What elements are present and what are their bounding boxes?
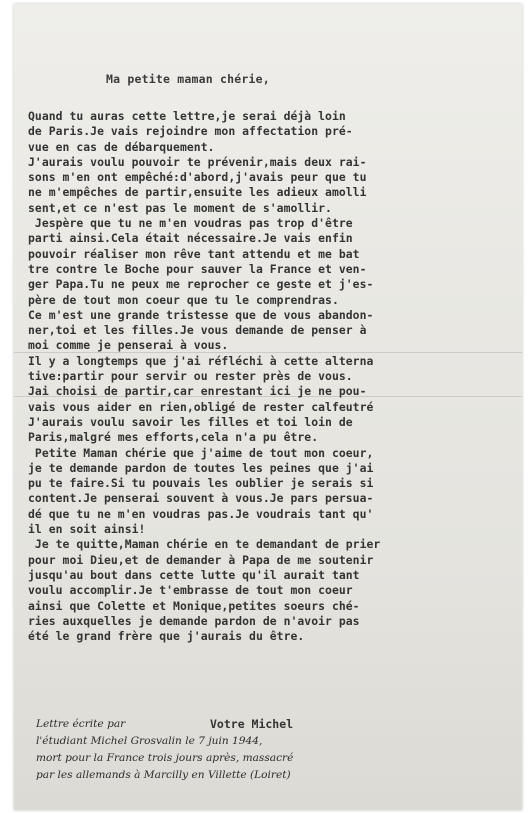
letter-sheet [14,4,522,810]
letter-signature: Votre Michel [210,717,294,731]
letter-line: Il y a longtemps que j'ai réfléchi à cette alterna [28,353,374,368]
letter-line: sent,et ce n'est pas le moment de s'amollir. [28,200,332,215]
letter-line: ries auxquelles je demande pardon de n'avoir pas [28,613,360,628]
letter-line: ner,toi et les filles.Je vous demande de penser à [28,323,367,338]
annotation-line: par les allemands à Marcilly en Villette (Loiret) [36,769,291,781]
letter-line: tive:partir pour servir ou rester près de vous. [28,369,353,384]
letter-line: parti ainsi.Cela était nécessaire.Je vais enfin [28,231,353,246]
letter-line: tre contre le Boche pour sauver la France et ven- [28,261,367,276]
letter-line: de Paris.Je vais rejoindre mon affectation pré- [28,124,353,139]
letter-line: été le grand frère que j'aurais du être. [28,629,305,644]
annotation-line: l'étudiant Michel Grosvalin le 7 juin 1944, [36,735,263,747]
letter-line: il en soit ainsi! [28,522,146,537]
letter-line: Jespère que tu ne m'en voudras pas trop d'être [28,216,353,231]
letter-line: dé que tu ne m'en voudras pas.Je voudrais tant qu' [28,506,374,521]
letter-line: pour moi Dieu,et de demander à Papa de me soutenir [28,552,374,567]
letter-line: pouvoir réaliser mon rêve tant attendu et me bat [28,246,360,261]
letter-line: vais vous aider en rien,obligé de rester calfeutré [28,399,374,414]
letter-line: Jai choisi de partir,car enrestant ici je ne pou- [28,384,367,399]
letter-line: Ce m'est une grande tristesse que de vous abandon- [28,307,374,322]
letter-line: Quand tu auras cette lettre,je serai déjà loin [28,109,346,123]
letter-line: Je te quitte,Maman chérie en te demandant de prier [28,537,381,552]
letter-line: jusqu'au bout dans cette lutte qu'il aurait tant [28,567,360,582]
letter-body [28,109,522,644]
letter-line: moi comme je penserai à vous. [28,338,229,353]
handwritten-annotation [36,716,516,784]
letter-line: voulu accomplir.Je t'embrasse de tout mon coeur [28,583,353,598]
letter-line: père de tout mon coeur que tu le comprendras. [28,292,339,307]
annotation-line: Lettre écrite par [36,718,126,730]
letter-line: je te demande pardon de toutes les peines que j'ai [28,460,374,475]
letter-line: Petite Maman chérie que j'aime de tout mon coeur, [28,445,374,460]
letter-line: ger Papa.Tu ne peux me reprocher ce geste et j'es- [28,277,374,292]
letter-line: J'aurais voulu pouvoir te prévenir,mais deux rai- [28,154,367,169]
letter-line: ainsi que Colette et Monique,petites soeurs ché- [28,598,360,613]
letter-line: content.Je penserai souvent à vous.Je pars persua- [28,491,374,506]
letter-line: Paris,malgré mes efforts,cela n'a pu être. [28,430,319,445]
letter-line: vue en cas de débarquement. [28,139,215,154]
letter-greeting: Ma petite maman chérie, [106,72,270,86]
annotation-line: mort pour la France trois jours après, massacré [36,752,294,764]
letter-line: J'aurais voulu savoir les filles et toi loin de [28,414,353,429]
letter-line: ne m'empêches de partir,ensuite les adieux amolli [28,185,367,200]
letter-line: pu te faire.Si tu pouvais les oublier je serais si [28,476,374,491]
letter-line: sons m'en ont empêché:d'abord,j'avais peur que tu [28,170,367,185]
